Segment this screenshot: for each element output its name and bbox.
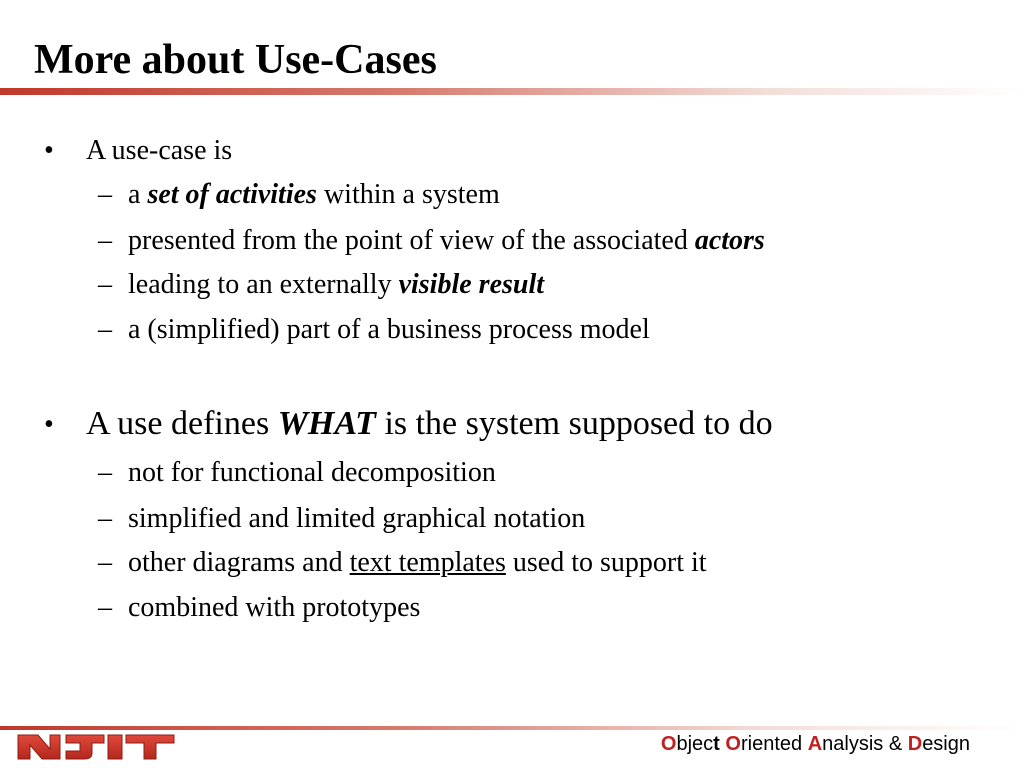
emphasis-text: set of activities [147,179,317,210]
emphasis-text: actors [694,225,765,256]
sub-bullet-marker: – [98,269,112,300]
sub-bullet-text: used to support it [505,547,707,578]
footer-divider [0,726,1024,730]
sub-bullet-text: other diagrams and [128,547,350,578]
sub-bullet-text: simplified and limited graphical notation [128,503,586,534]
course-word-part: bjec [676,733,714,755]
underlined-text: text templates [349,547,506,578]
sub-bullet-text: presented from the point of view of the associated [128,225,695,256]
course-word-part: t [713,733,720,755]
sub-bullet-item [128,591,420,625]
course-initial: D [907,733,923,755]
title-divider [0,88,1024,95]
sub-bullet-item [128,178,500,212]
course-word-part: nalysis & [822,733,908,755]
bullet-item [86,134,232,168]
bullet-marker: • [44,135,54,166]
sub-bullet-marker: – [98,457,112,488]
emphasis-text: WHAT [277,405,376,442]
njit-logo [16,733,176,761]
sub-bullet-item [128,502,585,536]
sub-bullet-marker: – [98,503,112,534]
bullet-item [86,404,773,444]
course-initial: A [807,733,823,755]
slide-title: More about Use-Cases [34,37,437,83]
sub-bullet-text: a (simplified) part of a business process model [128,314,650,345]
course-initial: O [725,733,741,755]
sub-bullet-item [128,313,650,347]
course-name [661,731,970,757]
sub-bullet-text: within a system [316,179,500,210]
sub-bullet-item [128,224,765,258]
sub-bullet-marker: – [98,314,112,345]
sub-bullet-text: a [128,179,148,210]
sub-bullet-marker: – [98,225,112,256]
course-word-part: riented [740,733,808,755]
sub-bullet-text: not for functional decomposition [128,457,496,488]
bullet-text: A use-case is [86,135,233,166]
bullet-text: is the system supposed to do [375,405,773,442]
sub-bullet-text: leading to an externally [128,269,399,300]
sub-bullet-item [128,456,496,490]
course-word-part: esign [922,733,970,755]
sub-bullet-item [128,546,707,580]
bullet-text: A use defines [86,405,278,442]
sub-bullet-marker: – [98,179,112,210]
sub-bullet-marker: – [98,592,112,623]
sub-bullet-marker: – [98,547,112,578]
course-initial: O [660,733,677,755]
sub-bullet-item [128,268,544,302]
sub-bullet-text: combined with prototypes [128,592,421,623]
emphasis-text: visible result [398,269,545,300]
bullet-marker: • [44,409,54,440]
